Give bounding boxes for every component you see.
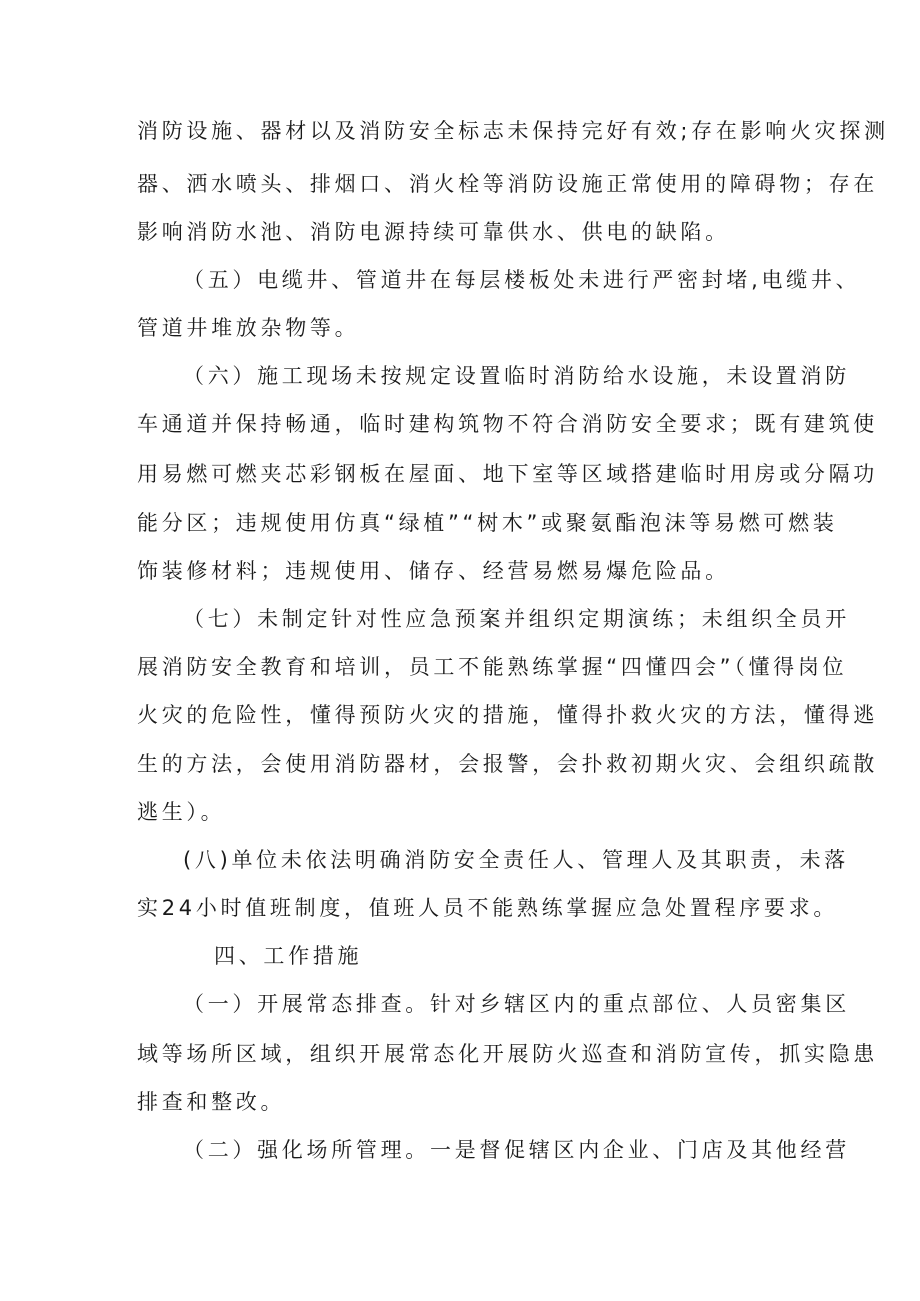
paragraph-line: 实24小时值班制度，值班人员不能熟练掌握应急处置程序要求。: [137, 896, 839, 920]
paragraph-line: 排查和整改。: [137, 1090, 286, 1114]
paragraph-line: 域等场所区域，组织开展常态化开展防火巡查和消防宣传，抓实隐患: [137, 1042, 878, 1066]
paragraph-line: 器、洒水喷头、排烟口、消火栓等消防设施正常使用的障碍物；存在: [137, 172, 878, 196]
paragraph-line: 生的方法，会使用消防器材，会报警，会扑救初期火灾、会组织疏散: [137, 752, 878, 776]
paragraph-line: 能分区；违规使用仿真“绿植”“树木”或聚氨酯泡沫等易燃可燃装: [137, 511, 838, 535]
paragraph-line: 用易燃可燃夹芯彩钢板在屋面、地下室等区域搭建临时用房或分隔功: [137, 462, 878, 486]
paragraph-line: 展消防安全教育和培训，员工不能熟练掌握“四懂四会”（懂得岗位: [137, 655, 848, 679]
paragraph-line: （二）强化场所管理。一是督促辖区内企业、门店及其他经营: [183, 1138, 850, 1162]
paragraph-line: 饰装修材料；违规使用、储存、经营易燃易爆危险品。: [137, 559, 730, 583]
section-heading: 四、工作措施: [214, 944, 363, 968]
paragraph-line: 逃生）。: [137, 800, 226, 824]
paragraph-line: 火灾的危险性，懂得预防火灾的措施，懂得扑救火灾的方法，懂得逃: [137, 703, 878, 727]
paragraph-line: 消防设施、器材以及消防安全标志未保持完好有效;存在影响火灾探测: [137, 119, 889, 143]
paragraph-line: 影响消防水池、消防电源持续可靠供水、供电的缺陷。: [137, 220, 730, 244]
paragraph-line: 车通道并保持畅通，临时建构筑物不符合消防安全要求；既有建筑使: [137, 412, 878, 436]
paragraph-line: （五）电缆井、管道井在每层楼板处未进行严密封堵,电缆井、: [183, 268, 861, 292]
paragraph-line: （七）未制定针对性应急预案并组织定期演练；未组织全员开: [183, 607, 850, 631]
paragraph-line: (八)单位未依法明确消防安全责任人、管理人及其职责，未落: [183, 848, 849, 872]
paragraph-line: （六）施工现场未按规定设置临时消防给水设施，未设置消防: [183, 364, 850, 388]
paragraph-line: 管道井堆放杂物等。: [137, 316, 360, 340]
paragraph-line: （一）开展常态排查。针对乡辖区内的重点部位、人员密集区: [183, 992, 850, 1016]
